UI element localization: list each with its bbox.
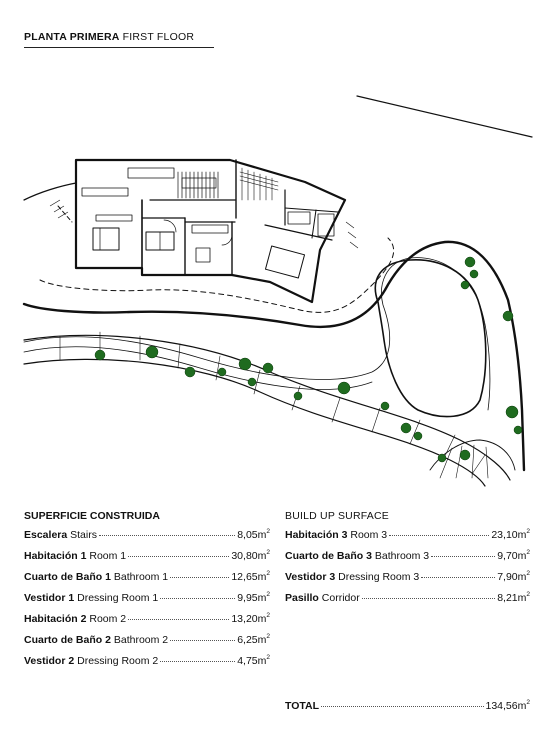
row-name-en: Dressing Room 2 <box>77 655 159 667</box>
row-name <box>24 529 97 541</box>
total-row <box>285 700 530 721</box>
row-leader <box>160 598 235 599</box>
row-leader <box>362 598 495 599</box>
row-leader <box>128 619 229 620</box>
row-name <box>24 571 168 583</box>
garden-plants <box>95 257 522 462</box>
row-name-es: Habitación 3 <box>285 529 348 541</box>
row-leader <box>160 661 235 662</box>
house-outline <box>76 160 345 302</box>
row-name-en: Bathroom 1 <box>113 571 169 583</box>
row-name-es: Escalera <box>24 529 68 541</box>
row-name-es: Habitación 2 <box>24 613 87 625</box>
section-title-es: SUPERFICIE CONSTRUIDA <box>24 510 160 522</box>
row-name <box>285 592 360 604</box>
row-value: $9,70m^2$ <box>497 549 530 562</box>
row-name <box>24 634 168 646</box>
row-name-en: Corridor <box>321 592 360 604</box>
surface-row <box>285 592 530 613</box>
row-name-es: Vestidor 2 <box>24 655 75 667</box>
row-value: $8,21m^2$ <box>497 591 530 604</box>
total-value: $134,56m^2$ <box>485 699 530 712</box>
floor-plan <box>0 60 550 490</box>
surface-row <box>285 529 530 550</box>
row-name-es: Habitación 1 <box>24 550 87 562</box>
row-name-en: Room 1 <box>89 550 127 562</box>
surface-row <box>24 592 270 613</box>
row-value: $12,65m^2$ <box>231 570 270 583</box>
row-name <box>24 592 158 604</box>
boundary-line <box>357 96 532 137</box>
row-leader <box>170 640 235 641</box>
row-value: $13,20m^2$ <box>231 612 270 625</box>
row-name-en: Stairs <box>70 529 97 541</box>
row-name-es: Cuarto de Baño 2 <box>24 634 111 646</box>
row-name <box>24 550 126 562</box>
pool <box>375 260 485 417</box>
row-value: $9,95m^2$ <box>237 591 270 604</box>
row-value: $6,25m^2$ <box>237 633 270 646</box>
row-leader <box>170 577 229 578</box>
plan-title-en: FIRST FLOOR <box>122 31 195 43</box>
row-name <box>285 571 419 583</box>
row-name <box>24 613 126 625</box>
plan-title-es: PLANTA PRIMERA <box>24 31 120 43</box>
terrain-edge <box>24 183 76 200</box>
bed-1 <box>93 228 119 250</box>
header-rule <box>24 47 214 48</box>
total-leader <box>321 706 483 707</box>
surface-row <box>24 550 270 571</box>
row-name <box>24 655 158 667</box>
row-name-en: Dressing Room 1 <box>77 592 159 604</box>
total-label: TOTAL <box>285 700 320 712</box>
surface-row <box>24 655 270 676</box>
row-name <box>285 529 387 541</box>
row-value: $30,80m^2$ <box>231 549 270 562</box>
row-name-es: Pasillo <box>285 592 319 604</box>
right-surface-list <box>285 529 530 613</box>
surface-row <box>24 634 270 655</box>
row-leader <box>421 577 495 578</box>
row-value: $4,75m^2$ <box>237 654 270 667</box>
surface-row <box>285 571 530 592</box>
row-name-en: Room 3 <box>350 529 388 541</box>
row-name-en: Dressing Room 3 <box>338 571 420 583</box>
surface-row <box>24 571 270 592</box>
row-leader <box>128 556 229 557</box>
section-title-en: BUILD UP SURFACE <box>285 510 389 522</box>
row-value: $7,90m^2$ <box>497 570 530 583</box>
surface-row <box>24 613 270 634</box>
surface-row <box>285 550 530 571</box>
row-name-en: Bathroom 2 <box>113 634 169 646</box>
row-name-en: Room 2 <box>89 613 127 625</box>
row-name-es: Cuarto de Baño 1 <box>24 571 111 583</box>
row-name-en: Bathroom 3 <box>374 550 430 562</box>
row-value: $23,10m^2$ <box>491 528 530 541</box>
row-leader <box>431 556 495 557</box>
row-name-es: Vestidor 3 <box>285 571 336 583</box>
plan-header <box>24 31 214 43</box>
row-name-es: Vestidor 1 <box>24 592 75 604</box>
surface-row <box>24 529 270 550</box>
bed-3 <box>265 246 304 278</box>
row-name <box>285 550 429 562</box>
row-leader <box>389 535 489 536</box>
stairs <box>178 172 218 198</box>
plan-title <box>24 31 214 43</box>
row-name-es: Cuarto de Baño 3 <box>285 550 372 562</box>
walkway-tiles <box>60 332 485 474</box>
row-leader <box>99 535 235 536</box>
row-value: $8,05m^2$ <box>237 528 270 541</box>
left-surface-list <box>24 529 270 676</box>
